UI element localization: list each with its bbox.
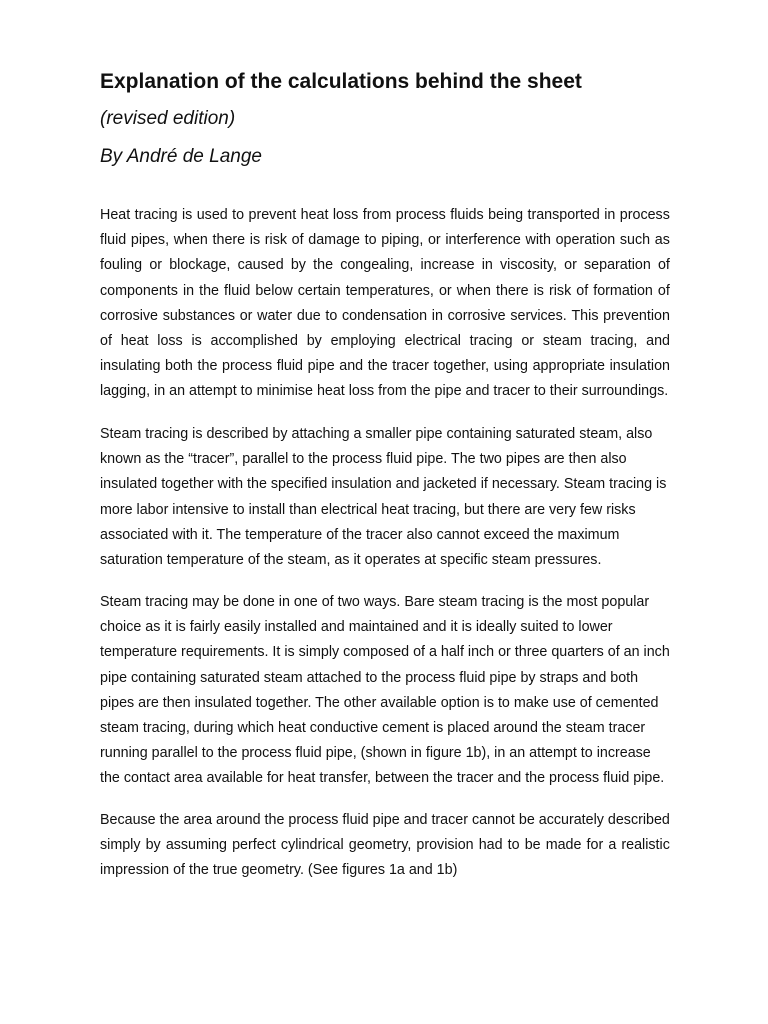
text-line: Heat tracing is used to prevent heat loss from process fluids being transported in process: [100, 207, 670, 223]
text-line: lagging, in an attempt to minimise heat loss from the pipe and tracer to their surroundings.: [100, 383, 669, 400]
paragraph-heat-tracing-intro: [100, 203, 670, 405]
text-line: saturation temperature of the steam, as it operates at specific steam pressures.: [100, 552, 602, 569]
text-line: associated with it. The temperature of the tracer also cannot exceed the maximum: [100, 526, 620, 543]
paragraph-geometry-provision: [100, 808, 670, 884]
text-line: impression of the true geometry. (See figures 1a and 1b): [100, 862, 458, 879]
text-line: choice as it is fairly easily installed and maintained and it is ideally suited to lower: [100, 619, 613, 636]
paragraph-steam-tracing-description: [100, 422, 670, 573]
text-line: components in the fluid below certain temperatures, or when there is risk of formation of: [100, 282, 670, 299]
text-line: insulating both the process fluid pipe and the tracer together, using appropriate insulation: [100, 358, 670, 375]
text-line: Steam tracing may be done in one of two ways. Bare steam tracing is the most popular: [100, 594, 650, 610]
text-line: Steam tracing is described by attaching a smaller pipe containing saturated steam, also: [100, 426, 653, 442]
text-line: simply by assuming perfect cylindrical geometry, provision had to be made for a realistic: [100, 837, 670, 854]
document-subtitle: (revised edition): [100, 108, 236, 129]
text-line: corrosive substances or water due to condensation in corrosive services. This prevention: [100, 307, 670, 324]
text-line: fouling or blockage, caused by the congealing, increase in viscosity, or separation of: [100, 257, 670, 274]
text-line: pipe containing saturated steam attached to the process fluid pipe by straps and both: [100, 669, 639, 686]
text-line: temperature requirements. It is simply composed of a half inch or three quarters of an inch: [100, 644, 670, 661]
document-author: By André de Lange: [100, 146, 262, 167]
text-line: fluid pipes, when there is risk of damage to piping, or interference with operation such as: [100, 232, 670, 249]
text-line: of heat loss is accomplished by employing electrical tracing or steam tracing, and: [100, 333, 670, 350]
document-title: Explanation of the calculations behind the sheet: [100, 70, 582, 93]
text-line: steam tracing, during which heat conductive cement is placed around the steam tracer: [100, 720, 646, 737]
text-line: insulated together with the specified insulation and jacketed if necessary. Steam tracing is: [100, 476, 667, 493]
text-line: known as the “tracer”, parallel to the process fluid pipe. The two pipes are then also: [100, 451, 627, 468]
text-line: the contact area available for heat transfer, between the tracer and the process fluid pipe.: [100, 770, 665, 787]
paragraph-steam-tracing-methods: [100, 590, 670, 792]
text-line: Because the area around the process fluid pipe and tracer cannot be accurately described: [100, 812, 670, 828]
text-line: more labor intensive to install than electrical heat tracing, but there are very few risks: [100, 501, 636, 518]
text-line: pipes are then insulated together. The other available option is to make use of cemented: [100, 694, 659, 711]
text-line: running parallel to the process fluid pipe, (shown in figure 1b), in an attempt to increase: [100, 745, 651, 762]
